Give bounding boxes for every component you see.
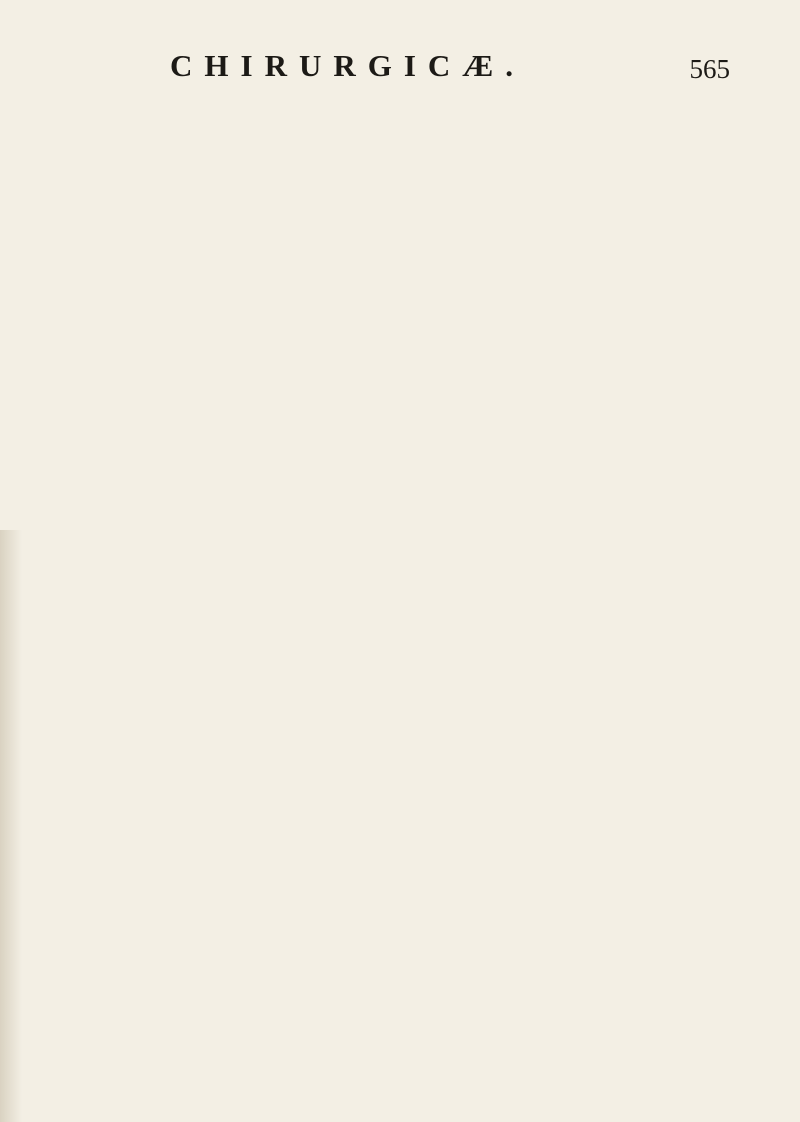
running-title: CHIRURGICÆ.	[170, 48, 526, 83]
page-number: 565	[689, 54, 730, 84]
binding-gutter	[0, 530, 22, 1122]
page-header	[170, 48, 730, 88]
